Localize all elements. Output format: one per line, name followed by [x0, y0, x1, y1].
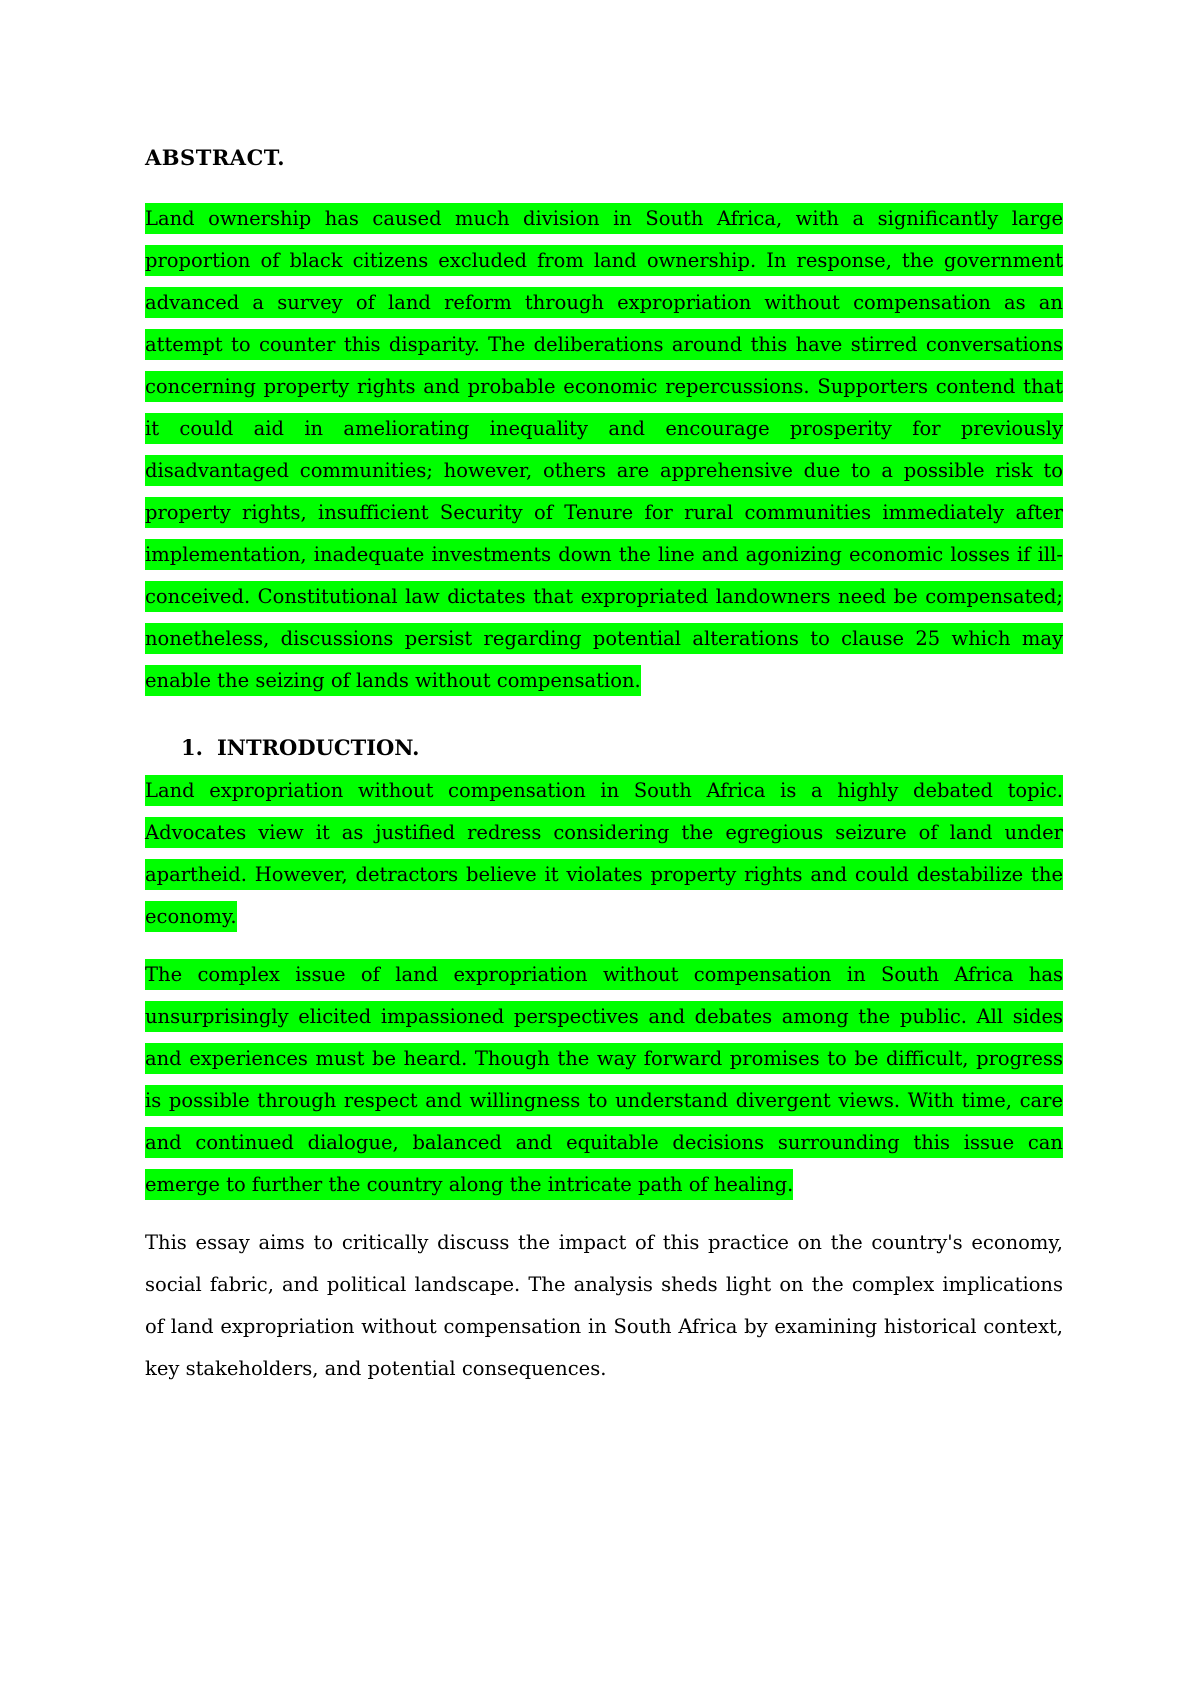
abstract-paragraph	[145, 198, 1063, 702]
intro-paragraph-3-text: This essay aims to critically discuss the impact of this practice on the country's economy, social fabric, and political landscape. The analysis sheds light on the complex implications of land expropriation without compensation in South Africa by examining historical context, key stakeholders, and potential consequences.	[145, 1231, 1063, 1380]
intro-paragraph-1	[145, 770, 1063, 938]
abstract-text: Land ownership has caused much division in South Africa, with a significantly large proportion of black citizens excluded from land ownership. In response, the government advanced a survey of land reform through expropriation without compensation as an attempt to counter this disparity. The deliberations around this have stirred conversations concerning property rights and probable economic repercussions. Supporters contend that it could aid in ameliorating inequality and encourage prosperity for previously disadvantaged communities; however, others are apprehensive due to a possible risk to property rights, insufficient Security of Tenure for rural communities immediately after implementation, inadequate investments down the line and agonizing economic losses if ill-conceived. Constitutional law dictates that expropriated landowners need be compensated; nonetheless, discussions persist regarding potential alterations to clause 25 which may enable the seizing of lands without compensation.	[145, 203, 1063, 696]
section-title: INTRODUCTION.	[216, 735, 420, 760]
introduction-heading	[181, 735, 419, 760]
intro-paragraph-3	[145, 1222, 1063, 1390]
section-number: 1.	[181, 735, 203, 760]
intro-paragraph-1-text: Land expropriation without compensation in South Africa is a highly debated topic. Advocates view it as justified redress considering the egregious seizure of land under apartheid. However, detractors believe it violates property rights and could destabilize the economy.	[145, 775, 1063, 932]
intro-paragraph-2-text: The complex issue of land expropriation without compensation in South Africa has unsurprisingly elicited impassioned perspectives and debates among the public. All sides and experiences must be heard. Though the way forward promises to be difficult, progress is possible through respect and willingness to understand divergent views. With time, care and continued dialogue, balanced and equitable decisions surrounding this issue can emerge to further the country along the intricate path of healing.	[145, 959, 1063, 1200]
intro-paragraph-2	[145, 954, 1063, 1206]
abstract-heading: ABSTRACT.	[145, 145, 286, 170]
